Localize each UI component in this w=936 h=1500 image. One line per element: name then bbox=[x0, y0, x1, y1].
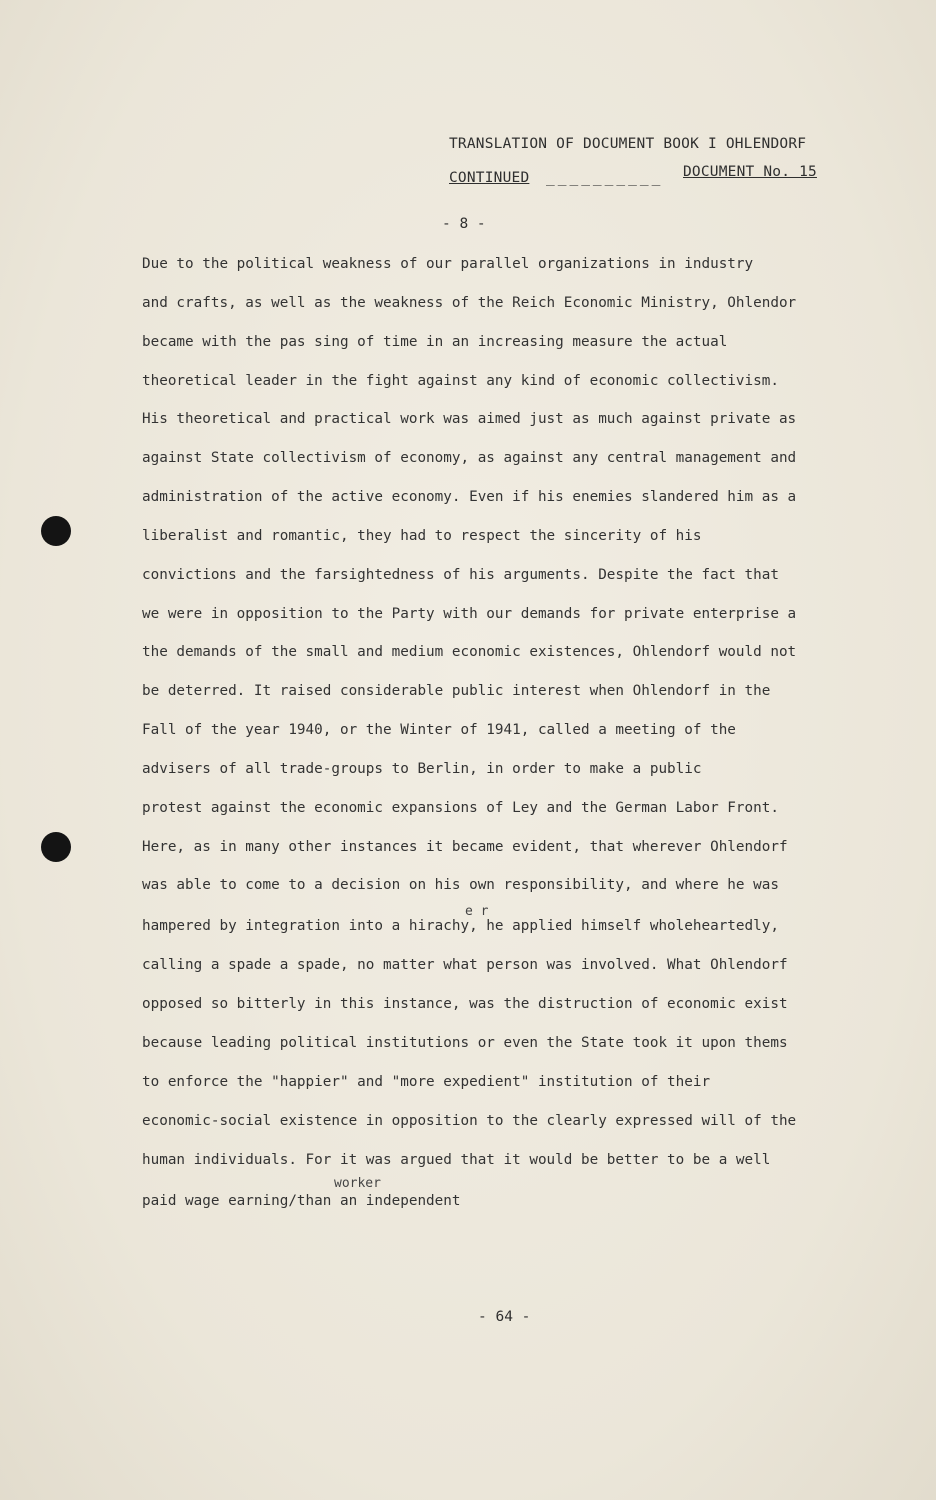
body-line: His theoretical and practical work was aimed just as much against private as bbox=[142, 411, 797, 427]
interlinear-correction-er: e r bbox=[465, 904, 489, 919]
body-line: because leading political institutions or even the State took it upon thems bbox=[142, 1035, 788, 1051]
body-line: and crafts, as well as the weakness of the Reich Economic Ministry, Ohlendor bbox=[142, 295, 797, 311]
sheet-number: - 8 - bbox=[442, 216, 486, 232]
body-line: was able to come to a decision on his own responsibility, and where he was bbox=[142, 877, 779, 893]
document-title: TRANSLATION OF DOCUMENT BOOK I OHLENDORF bbox=[449, 136, 807, 152]
body-line: hampered by integration into a hirachy, he applied himself wholeheartedly, bbox=[142, 918, 779, 934]
body-line: against State collectivism of economy, as against any central management and bbox=[142, 450, 797, 466]
body-line: we were in opposition to the Party with our demands for private enterprise a bbox=[142, 606, 797, 622]
body-line: Due to the political weakness of our parallel organizations in industry bbox=[142, 256, 754, 272]
body-line: to enforce the "happier" and "more expedient" institution of their bbox=[142, 1074, 711, 1090]
page-footer-number: - 64 - bbox=[478, 1309, 531, 1325]
body-line: administration of the active economy. Even if his enemies slandered him as a bbox=[142, 489, 797, 505]
punch-hole-lower bbox=[41, 832, 71, 862]
continued-label: CONTINUED bbox=[449, 170, 530, 186]
body-line: Here, as in many other instances it became evident, that wherever Ohlendorf bbox=[142, 839, 788, 855]
body-line: calling a spade a spade, no matter what person was involved. What Ohlendorf bbox=[142, 957, 788, 973]
punch-hole-upper bbox=[41, 516, 71, 546]
body-line: liberalist and romantic, they had to respect the sincerity of his bbox=[142, 528, 702, 544]
body-line: be deterred. It raised considerable public interest when Ohlendorf in the bbox=[142, 683, 771, 699]
body-line: human individuals. For it was argued that it would be better to be a well bbox=[142, 1152, 771, 1168]
body-line: opposed so bitterly in this instance, was the distruction of economic exist bbox=[142, 996, 788, 1012]
body-line: protest against the economic expansions of Ley and the German Labor Front. bbox=[142, 800, 779, 816]
body-line: economic-social existence in opposition to the clearly expressed will of the bbox=[142, 1113, 797, 1129]
document-number: DOCUMENT No. 15 bbox=[683, 164, 817, 180]
body-line: theoretical leader in the fight against any kind of economic collectivism. bbox=[142, 373, 779, 389]
body-line: convictions and the farsightedness of his arguments. Despite the fact that bbox=[142, 567, 779, 583]
body-line: the demands of the small and medium economic existences, Ohlendorf would not bbox=[142, 644, 797, 660]
interlinear-insertion-worker: worker bbox=[334, 1176, 381, 1191]
body-line: paid wage earning/than an independent bbox=[142, 1193, 461, 1209]
header-dashes: __________ bbox=[546, 170, 664, 186]
body-line: Fall of the year 1940, or the Winter of 1941, called a meeting of the bbox=[142, 722, 736, 738]
body-line: advisers of all trade-groups to Berlin, in order to make a public bbox=[142, 761, 702, 777]
body-line: became with the pas sing of time in an increasing measure the actual bbox=[142, 334, 728, 350]
